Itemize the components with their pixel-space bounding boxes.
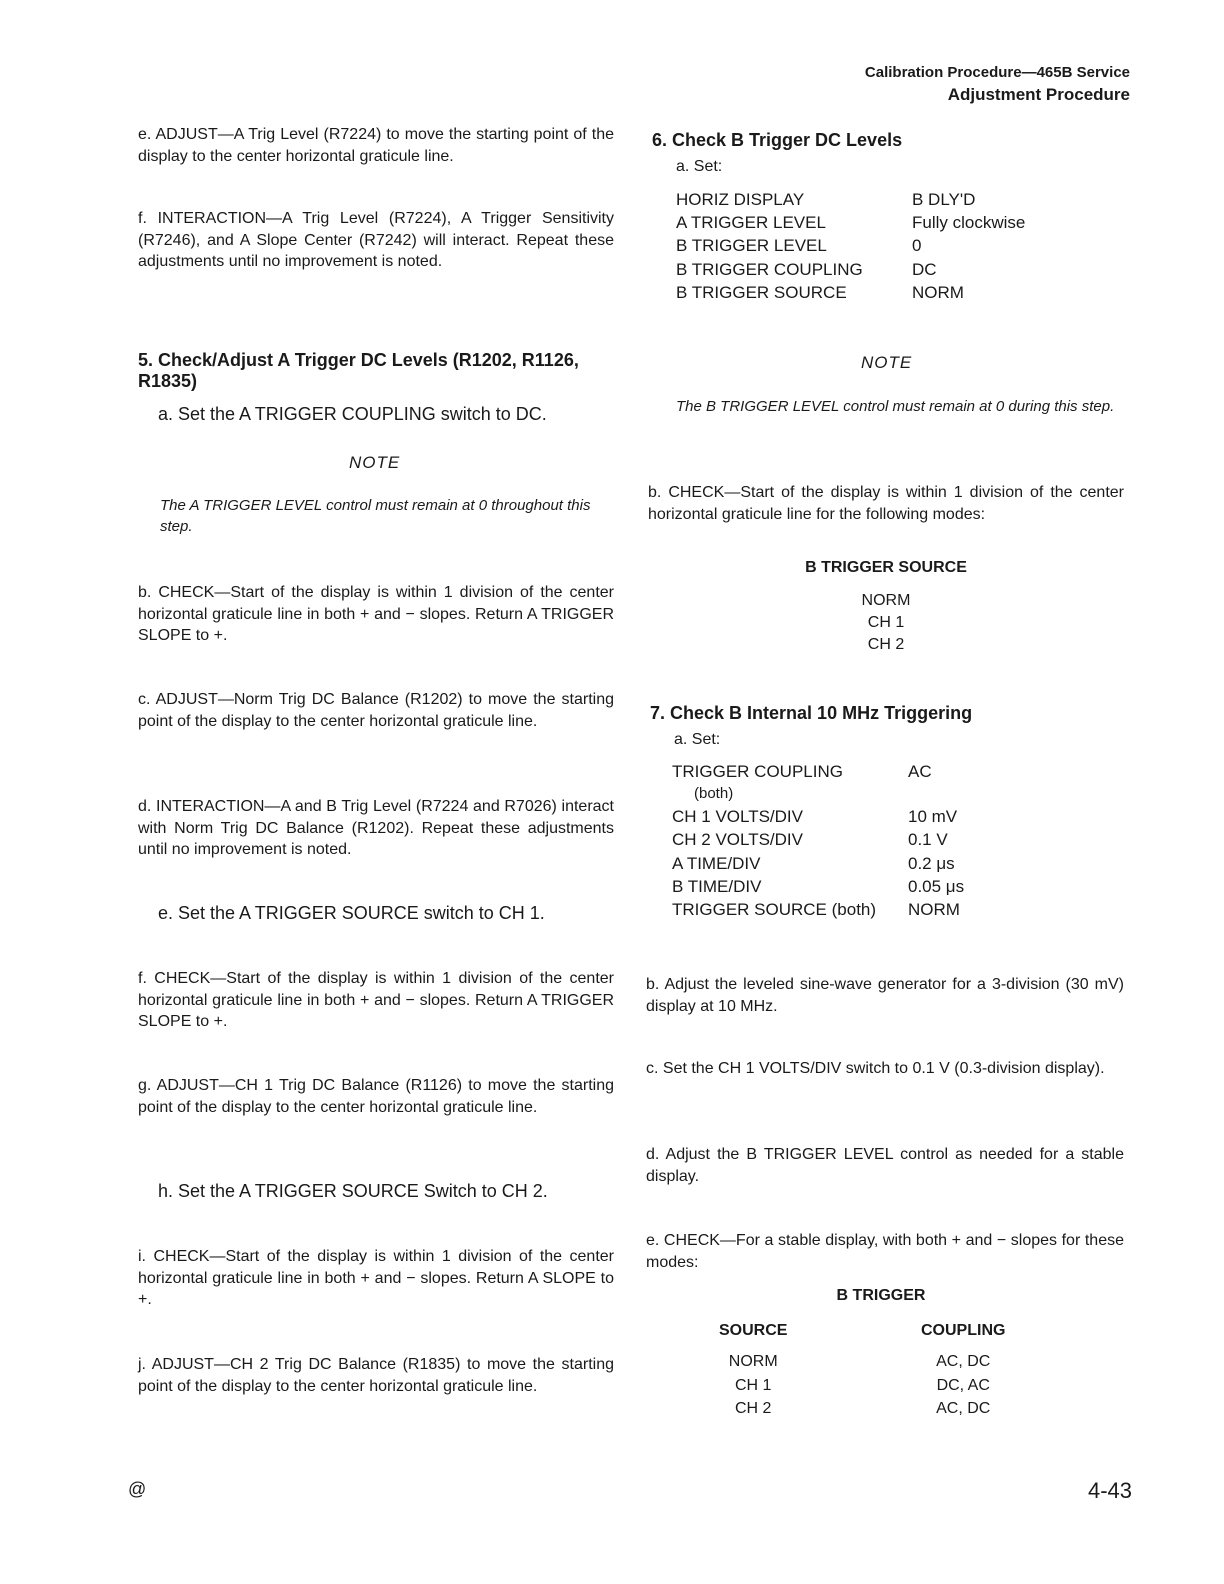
settings-row xyxy=(672,805,1092,828)
column-header-coupling: COUPLING xyxy=(921,1322,1006,1339)
step5-e-text: e. Set the A TRIGGER SOURCE switch to CH 1. xyxy=(158,903,545,923)
step6-note-heading: NOTE xyxy=(861,353,913,372)
setting-control: CH 1 VOLTS/DIV xyxy=(672,807,803,827)
step7-heading: 7. Check B Internal 10 MHz Triggering xyxy=(650,703,973,723)
step5-c-text: c. ADJUST—Norm Trig DC Balance (R1202) to move the starting point of the display to the center horizontal graticule line. xyxy=(138,691,614,730)
setting-value: NORM xyxy=(912,282,964,302)
settings-row xyxy=(676,234,1096,257)
setting-control: HORIZ DISPLAY xyxy=(676,190,805,209)
setting-control: (both) xyxy=(694,785,734,803)
setting-value: B DLY'D xyxy=(912,190,976,209)
header-line-2: Adjustment Procedure xyxy=(947,85,1130,104)
step4-e-text: e. ADJUST—A Trig Level (R7224) to move the starting point of the display to the center horizontal graticule line. xyxy=(138,126,614,165)
settings-row xyxy=(676,258,1096,281)
coupling-cell: DC, AC xyxy=(936,1376,990,1394)
step6-settings-table xyxy=(676,188,1096,304)
list-item: CH 2 xyxy=(867,636,905,653)
list-item: NORM xyxy=(861,592,911,609)
setting-control: TRIGGER COUPLING xyxy=(672,762,843,781)
step5-g-text: g. ADJUST—CH 1 Trig DC Balance (R1126) to move the starting point of the display to the center horizontal graticule line. xyxy=(138,1077,614,1116)
step7-c-text: c. Set the CH 1 VOLTS/DIV switch to 0.1 V (0.3-division display). xyxy=(646,1060,1105,1077)
step7-settings-table xyxy=(672,760,1092,921)
step5-b-text: b. CHECK—Start of the display is within 1 division of the center horizontal graticule line in both + and − slopes. Return A TRIGGER SLOPE to +. xyxy=(138,584,614,644)
setting-value: DC xyxy=(912,259,937,279)
setting-value: AC xyxy=(908,762,932,781)
step6-heading: 6. Check B Trigger DC Levels xyxy=(652,130,903,150)
setting-value: NORM xyxy=(908,900,960,920)
b-trigger-source-heading: B TRIGGER SOURCE xyxy=(805,559,967,576)
setting-value: 10 mV xyxy=(908,807,958,827)
setting-control: B TRIGGER COUPLING xyxy=(676,259,863,279)
settings-row xyxy=(672,760,1092,783)
setting-control: TRIGGER SOURCE (both) xyxy=(672,900,877,920)
setting-control: B TRIGGER SOURCE xyxy=(676,282,847,302)
column-header-source: SOURCE xyxy=(719,1322,788,1339)
settings-row xyxy=(676,281,1096,304)
step5-a-text: a. Set the A TRIGGER COUPLING switch to DC. xyxy=(158,404,547,424)
step5-j-text: j. ADJUST—CH 2 Trig DC Balance (R1835) to move the starting point of the display to the center horizontal graticule line. xyxy=(138,1356,614,1395)
footer-symbol: @ xyxy=(128,1479,147,1499)
setting-value: 0.2 μs xyxy=(908,853,955,873)
list-item: CH 1 xyxy=(867,614,905,631)
page-number: 4-43 xyxy=(1087,1478,1132,1503)
header-line-1: Calibration Procedure—465B Service xyxy=(864,64,1130,81)
step5-note-heading: NOTE xyxy=(349,453,401,472)
settings-row xyxy=(672,828,1092,851)
step5-i-text: i. CHECK—Start of the display is within 1 division of the center horizontal graticule line in both + and − slopes. Return A SLOPE to +. xyxy=(138,1248,614,1308)
settings-row xyxy=(672,852,1092,875)
coupling-cell: AC, DC xyxy=(936,1353,991,1370)
settings-row xyxy=(672,783,1092,805)
source-cell: CH 2 xyxy=(735,1400,772,1417)
step4-f-text: f. INTERACTION—A Trig Level (R7224), A Trigger Sensitivity (R7246), and A Slope Center (R7242) will interact. Repeat these adjustments until no improvement is noted. xyxy=(138,210,614,270)
step6-note-text: The B TRIGGER LEVEL control must remain at 0 during this step. xyxy=(676,398,1115,415)
step5-note-text: The A TRIGGER LEVEL control must remain at 0 throughout this step. xyxy=(160,497,591,535)
step7-e-text: e. CHECK—For a stable display, with both + and − slopes for these modes: xyxy=(646,1232,1124,1271)
b-trigger-source-list xyxy=(800,590,972,656)
b-trigger-table-heading: B TRIGGER xyxy=(836,1287,926,1304)
settings-row xyxy=(672,875,1092,898)
settings-row xyxy=(676,211,1096,234)
step6-a-text: a. Set: xyxy=(676,158,723,175)
setting-value: Fully clockwise xyxy=(912,213,1026,233)
table-row xyxy=(680,1350,1100,1374)
settings-row xyxy=(676,188,1096,211)
step7-a-text: a. Set: xyxy=(674,731,721,748)
step5-heading: 5. Check/Adjust A Trigger DC Levels (R1202, R1126, R1835) xyxy=(138,350,579,391)
table-header-row xyxy=(680,1318,1100,1344)
table-row xyxy=(680,1397,1100,1421)
setting-control: B TRIGGER LEVEL xyxy=(676,236,827,256)
setting-value: 0.1 V xyxy=(908,830,948,850)
setting-value: 0.05 μs xyxy=(908,876,965,896)
step7-b-text: b. Adjust the leveled sine-wave generator for a 3-division (30 mV) display at 10 MHz. xyxy=(646,976,1124,1015)
table-row xyxy=(680,1374,1100,1398)
step6-b-text: b. CHECK—Start of the display is within 1 division of the center horizontal graticule line for the following modes: xyxy=(648,484,1124,523)
setting-control: A TRIGGER LEVEL xyxy=(676,213,826,233)
source-cell: NORM xyxy=(728,1353,778,1370)
settings-row xyxy=(672,898,1092,921)
step5-f-text: f. CHECK—Start of the display is within 1 division of the center horizontal graticule line in both + and − slopes. Return A TRIGGER SLOPE to +. xyxy=(138,970,614,1030)
step7-d-text: d. Adjust the B TRIGGER LEVEL control as needed for a stable display. xyxy=(646,1146,1124,1185)
source-cell: CH 1 xyxy=(735,1376,772,1394)
setting-control: CH 2 VOLTS/DIV xyxy=(672,830,803,850)
b-trigger-mode-table xyxy=(680,1318,1100,1421)
coupling-cell: AC, DC xyxy=(936,1400,991,1417)
setting-control: B TIME/DIV xyxy=(672,876,762,896)
setting-value: 0 xyxy=(912,236,922,256)
step5-d-text: d. INTERACTION—A and B Trig Level (R7224 and R7026) interact with Norm Trig DC Balance (R1202). Repeat these adjustments until no improvement is noted. xyxy=(138,798,614,858)
setting-control: A TIME/DIV xyxy=(672,853,761,873)
step5-h-text: h. Set the A TRIGGER SOURCE Switch to CH 2. xyxy=(158,1181,548,1201)
